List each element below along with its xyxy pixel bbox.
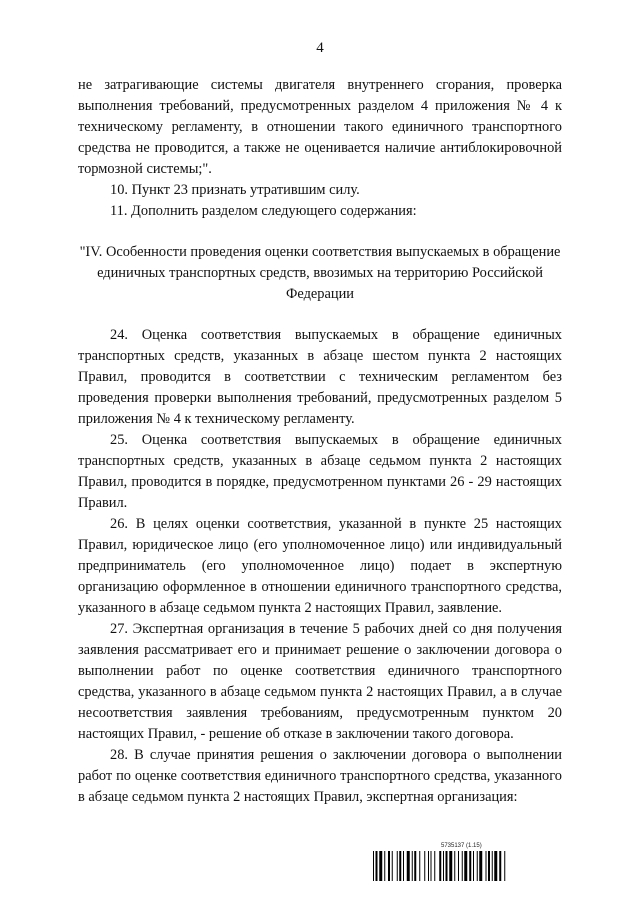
barcode-bar (488, 851, 490, 881)
paragraph-item-27: 27. Экспертная организация в течение 5 рабочих дней со дня получения заявления рассматривает его и принимает решение о заключении договора о выполнении работ по оценке соответствия единичного транспортного средства, указанного в абзаце седьмом пункта 2 настоящих Правил, а в случае несоответствия заявления требованиям, предусмотренным пунктом 20 настоящих Правил, - решение об отказе в заключении такого договора. (78, 621, 562, 742)
paragraph-item-26: 26. В целях оценки соответствия, указанной в пункте 25 настоящих Правил, юридическое лицо (его уполномоченное лицо) или индивидуальный предприниматель (его уполномоченное лицо) подает в экспертную организацию оформленное в отношении единичного транспортного средства, указанного в абзаце седьмом пункта 2 настоящих Правил, заявление. (78, 516, 562, 616)
barcode-bar (384, 851, 385, 881)
document-stamp: 5735137 (1.15) (441, 843, 482, 849)
paragraph-continuation: не затрагивающие системы двигателя внутреннего сгорания, проверка выполнения требований, предусмотренных разделом 4 приложения № 4 к техническому регламенту, в отношении такого единичного транспортного средства не проводится, а также не оценивается наличие антиблокировочной тормозной системы;". (78, 77, 562, 177)
barcode-bar (379, 851, 382, 881)
barcode-bar (446, 851, 448, 881)
barcode-bar (486, 851, 487, 881)
barcode-bar (454, 851, 455, 881)
barcode-bar (397, 851, 398, 881)
barcode (373, 851, 561, 881)
barcode-bar (492, 851, 493, 881)
paragraph-item-24: 24. Оценка соответствия выпускаемых в обращение единичных транспортных средств, указанных в абзаце шестом пункта 2 настоящих Правил, проводится в соответствии с техническим регламентом без проведения проверки выполнения требований, предусмотренных разделом 5 приложения № 4 к техническому регламенту. (78, 327, 562, 427)
barcode-bar (399, 851, 401, 881)
barcode-bar (458, 851, 459, 881)
paragraph-item-25: 25. Оценка соответствия выпускаемых в обращение единичных транспортных средств, указанных в абзаце седьмом пункта 2 настоящих Правил, проводится в порядке, предусмотренном пунктами 26 - 29 настоящих Правил. (78, 432, 562, 511)
barcode-bar (412, 851, 413, 881)
document-body (78, 75, 562, 808)
barcode-bar (403, 851, 404, 881)
page-number: 4 (316, 40, 324, 56)
paragraph-item-10: 10. Пункт 23 признать утратившим силу. (110, 182, 360, 198)
barcode-bar (443, 851, 444, 881)
barcode-bar (504, 851, 505, 881)
barcode-bar (439, 851, 441, 881)
barcode-bar (414, 851, 416, 881)
barcode-bar (431, 851, 432, 881)
barcode-bar (449, 851, 452, 881)
barcode-bar (373, 851, 374, 881)
barcode-bar (434, 851, 435, 881)
paragraph-item-11: 11. Дополнить разделом следующего содержания: (110, 203, 417, 219)
barcode-bar (376, 851, 378, 881)
barcode-bar (479, 851, 482, 881)
barcode-bar (419, 851, 420, 881)
section-heading: "IV. Особенности проведения оценки соответствия выпускаемых в обращение единичных транспортных средств, ввозимых на территорию Российской Федерации (79, 244, 561, 302)
barcode-bar (494, 851, 497, 881)
barcode-bar (499, 851, 501, 881)
barcode-bar (469, 851, 471, 881)
barcode-bar (477, 851, 478, 881)
barcode-bar (462, 851, 463, 881)
barcode-bar (428, 851, 429, 881)
paragraph-item-28: 28. В случае принятия решения о заключении договора о выполнении работ по оценке соответствия единичного транспортного средства, указанного в абзаце седьмом пункта 2 настоящих Правил, экспертная организация: (78, 747, 562, 805)
barcode-bar (407, 851, 410, 881)
barcode-bar (464, 851, 467, 881)
barcode-bar (473, 851, 474, 881)
barcode-bar (392, 851, 393, 881)
barcode-bar (388, 851, 390, 881)
barcode-bar (424, 851, 425, 881)
